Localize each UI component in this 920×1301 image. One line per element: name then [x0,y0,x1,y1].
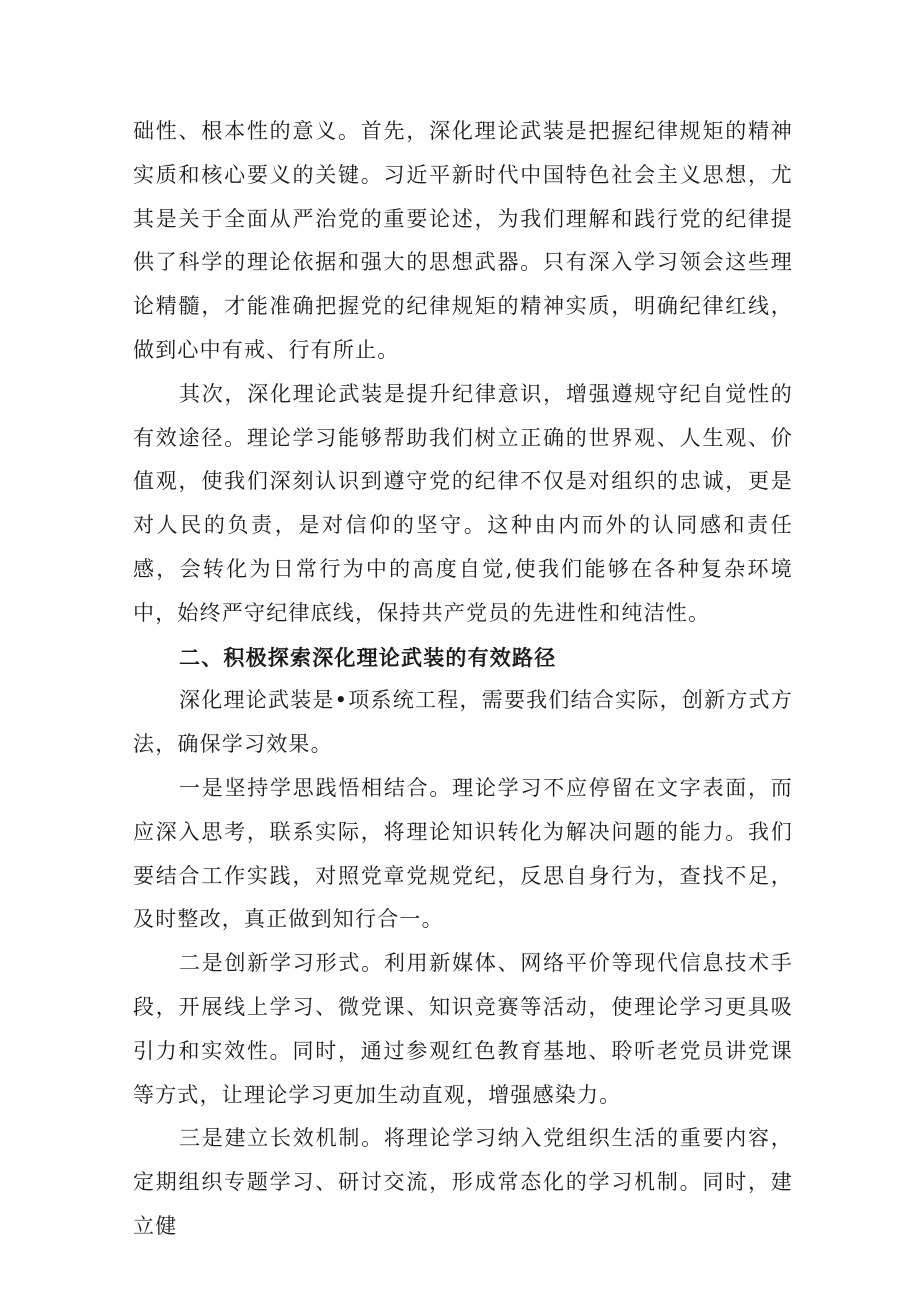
paragraph-4: 一是坚持学思践悟相结合。理论学习不应停留在文字表面，而应深入思考，联系实际，将理论知识转化为解决问题的能力。我们要结合工作实践，对照党章党规党纪，反思自身行为，查找不足，及时整改，真正做到知行合一。 [133,775,793,932]
paragraph-2: 其次，深化理论武装是提升纪律意识，增强遵规守纪自觉性的有效途径。理论学习能够帮助我们树立正确的世界观、人生观、价值观，使我们深刻认识到遵守党的纪律不仅是对组织的忠诚，更是对人民的负责，是对信仰的坚守。这种由内而外的认同感和责任感，会转化为日常行为中的高度自觉,使我们能够在各种复杂环境中，始终严守纪律底线，保持共产党员的先进性和纯洁性。 [133,381,793,625]
document-body [133,110,793,1249]
section-heading: 二、积极探索深化理论武装的有效路径 [179,644,557,670]
paragraph-1: 础性、根本性的意义。首先，深化理论武装是把握纪律规矩的精神实质和核心要义的关键。习近平新时代中国特色社会主义思想，尤其是关于全面从严治党的重要论述，为我们理解和践行党的纪律提供了科学的理论依据和强大的思想武器。只有深入学习领会这些理论精髓，才能准确把握党的纪律规矩的精神实质，明确纪律红线，做到心中有戒、行有所止。 [133,119,793,362]
paragraph-3: 深化理论武装是•项系统工程，需要我们结合实际，创新方式方法，确保学习效果。 [133,688,793,757]
paragraph-6: 三是建立长效机制。将理论学习纳入党组织生活的重要内容，定期组织专题学习、研讨交流，形成常态化的学习机制。同时，建立健 [133,1126,793,1238]
paragraph-5: 二是创新学习形式。利用新媒体、网络平价等现代信息技术手段，开展线上学习、微党课、知识竞赛等活动，使理论学习更具吸引力和实效性。同时，通过参观红色教育基地、聆听老党员讲党课等方式，让理论学习更加生动直观，增强感染力。 [133,951,793,1107]
